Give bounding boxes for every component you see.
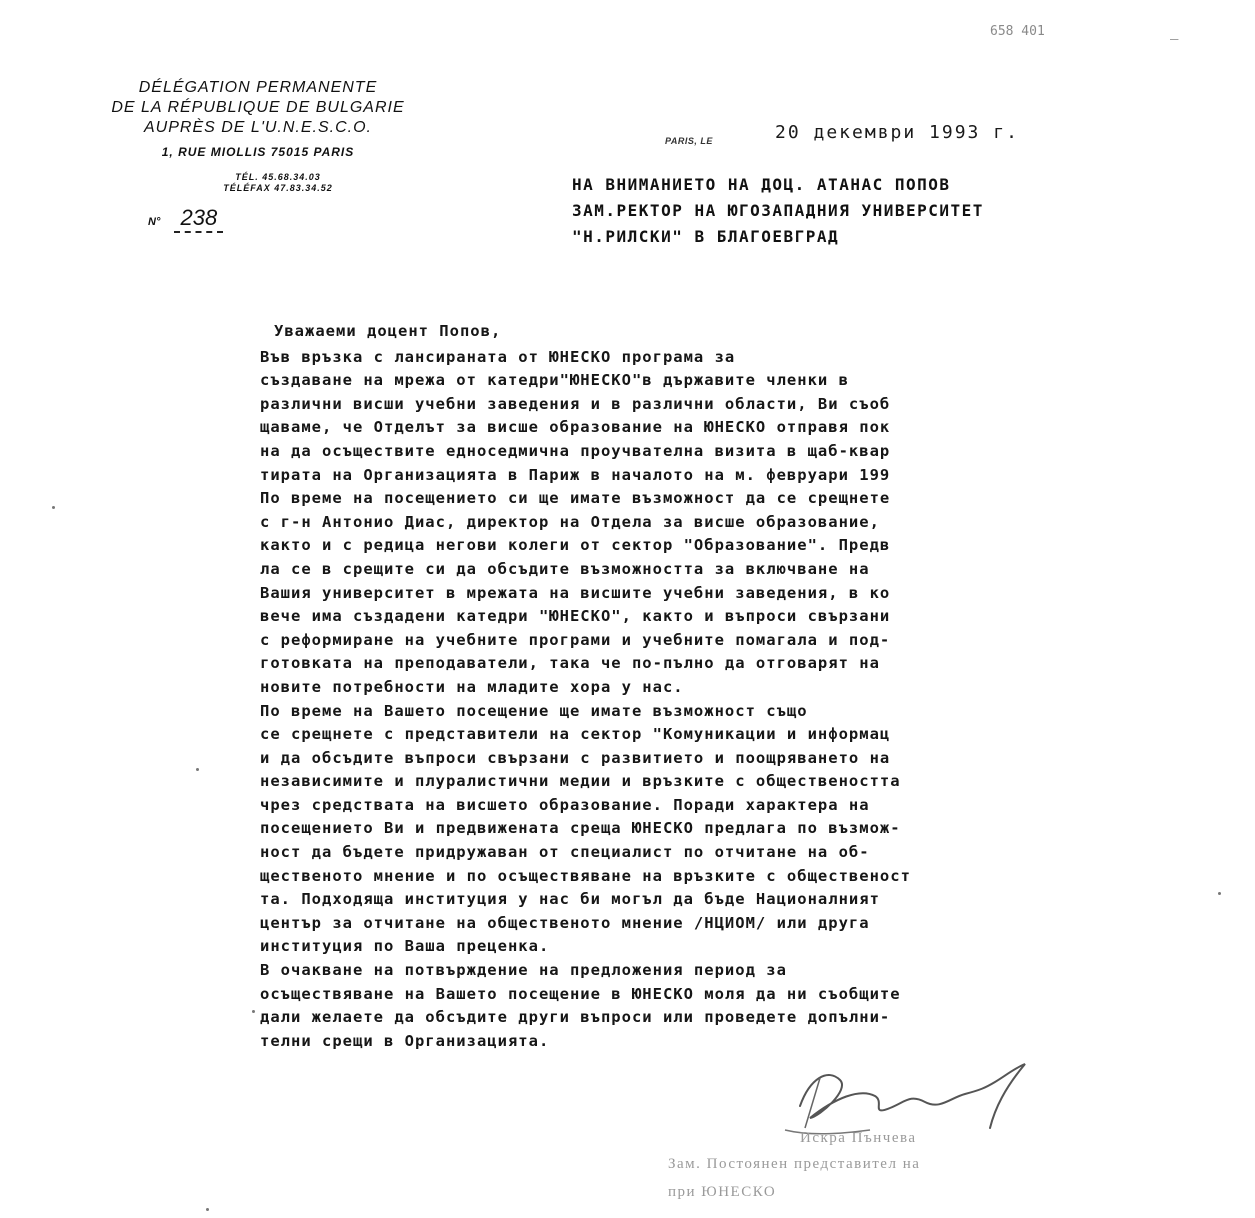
- scan-speck: [1218, 892, 1221, 895]
- corner-mark: _: [1170, 24, 1179, 40]
- letterhead-telefax: TÉLÉFAX 47.83.34.52: [223, 183, 333, 193]
- addressee-block: [572, 172, 984, 250]
- addressee-line-2: ЗАМ.РЕКТОР НА ЮГОЗАПАДНИЯ УНИВЕРСИТЕТ: [572, 201, 984, 220]
- reference-value: 238: [174, 205, 223, 233]
- body-line: както и с редица негови колеги от сектор "Образование". Предв: [260, 536, 891, 555]
- body-line: осъществяване на Вашето посещение в ЮНЕСКО моля да ни съобщите: [260, 984, 901, 1003]
- body-line: на да осъществите едноседмична проучвателна визита в щаб-квар: [260, 441, 891, 460]
- salutation: Уважаеми доцент Попов,: [274, 322, 502, 340]
- body-line: чрез средствата на висшето образование. Поради характера на: [260, 795, 870, 814]
- letterhead-line-3: AUPRÈS DE L'U.N.E.S.C.O.: [144, 119, 372, 136]
- body-line: с реформиране на учебните програми и учебните помагала и под-: [260, 630, 891, 649]
- letterhead: [58, 78, 458, 194]
- body-line: вече има създадени катедри "ЮНЕСКО", както и въпроси свързани: [260, 607, 891, 626]
- letterhead-line-2: DE LA RÉPUBLIQUE DE BULGARIE: [111, 99, 405, 116]
- body-line: дали желаете да обсъдите други въпроси или проведете допълни-: [260, 1008, 891, 1027]
- body-line: Във връзка с лансираната от ЮНЕСКО програма за: [260, 347, 736, 366]
- body-line: ла се в срещите си да обсъдите възможността за включване на: [260, 559, 870, 578]
- scan-speck: [206, 1208, 209, 1211]
- addressee-line-3: "Н.РИЛСКИ" В БЛАГОЕВГРАД: [572, 227, 840, 246]
- reference-prefix: N°: [148, 216, 161, 228]
- body-line: телни срещи в Организацията.: [260, 1031, 550, 1050]
- body-lines: [260, 346, 1210, 1054]
- addressee-line-1: НА ВНИМАНИЕТО НА ДОЦ. АТАНАС ПОПОВ: [572, 175, 951, 194]
- body-line: та. Подходяща институция у нас би могъл да бъде Националният: [260, 890, 880, 909]
- scan-speck: [52, 506, 55, 509]
- body-line: Вашия университет в мрежата на висшите учебни заведения, в ко: [260, 583, 891, 602]
- body-line: независимите и плуралистични медии и връзките с обществеността: [260, 772, 901, 791]
- letterhead-tel: TÉL. 45.68.34.03: [235, 172, 321, 182]
- body-line: се срещнете с представители на сектор "Комуникации и информац: [260, 725, 891, 744]
- letterhead-address: 1, RUE MIOLLIS 75015 PARIS: [161, 145, 355, 159]
- body-line: В очакване на потвърждение на предложения период за: [260, 961, 787, 980]
- scan-speck: [196, 768, 199, 771]
- signer-title-line-1: Зам. Постоянен представител на: [668, 1156, 921, 1172]
- body-line: По време на посещението си ще имате възможност да се срещнете: [260, 489, 891, 508]
- reference-number: [148, 205, 223, 233]
- body-line: новите потребности на младите хора у нас.: [260, 677, 684, 696]
- letterhead-line-1: DÉLÉGATION PERMANENTE: [138, 79, 378, 96]
- body-line: различни висши учебни заведения и в различни области, Ви съоб: [260, 394, 891, 413]
- body-line: готовката на преподаватели, така че по-пълно да отговарят на: [260, 654, 880, 673]
- dateline-date: 20 декември 1993 г.: [775, 122, 1019, 143]
- body-line: и да обсъдите въпроси свързани с развитието и поощряването на: [260, 748, 891, 767]
- signer-title-line-2: при ЮНЕСКО: [668, 1184, 777, 1200]
- body-line: По време на Вашето посещение ще имате възможност също: [260, 701, 808, 720]
- body-line: посещението Ви и предвижената среща ЮНЕСКО предлага по възмож-: [260, 819, 901, 838]
- dateline-place: PARIS, LE: [665, 136, 713, 146]
- body-line: институция по Ваша преценка.: [260, 937, 550, 956]
- handwritten-signature: [780, 1058, 1040, 1138]
- body-line: тирата на Организацията в Париж в началото на м. февруари 199: [260, 465, 891, 484]
- letter-body: [260, 320, 1210, 1053]
- body-line: с г-н Антонио Диас, директор на Отдела за висше образование,: [260, 512, 880, 531]
- body-line: център за отчитане на общественото мнение /НЦИОМ/ или друга: [260, 913, 870, 932]
- body-line: създаване на мрежа от катедри"ЮНЕСКО"в държавите членки в: [260, 371, 849, 390]
- body-line: ност да бъдете придружаван от специалист по отчитане на об-: [260, 843, 870, 862]
- body-line: щественото мнение и по осъществяване на връзките с общественост: [260, 866, 911, 885]
- body-line: щаваме, че Отделът за висше образование на ЮНЕСКО отправя пок: [260, 418, 891, 437]
- scan-speck: [252, 1010, 255, 1013]
- signer-name: Искра Пънчева: [800, 1130, 917, 1146]
- archive-number: 658 401: [990, 24, 1045, 39]
